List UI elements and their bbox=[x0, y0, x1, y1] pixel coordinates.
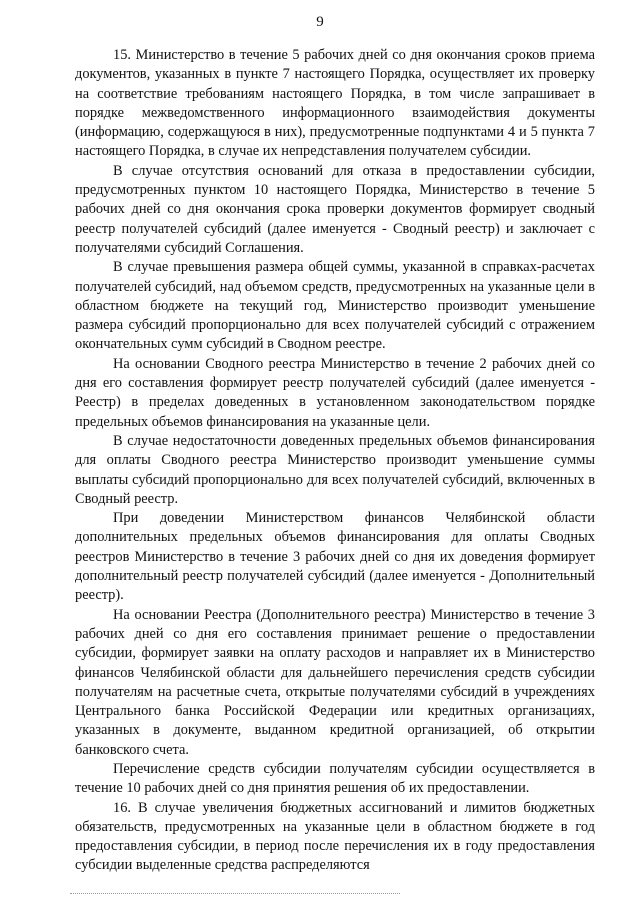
paragraph-summary-registry: В случае отсутствия оснований для отказа в предоставлении субсидии, предусмотренных пунктом 10 настоящего Порядка, Министерство в течение 5 рабочих дней со дня окончания срока проверки документов формирует сводный реестр получателей субсидий (далее именуется - Сводный реестр) и заключает с получателями субсидий Соглашения. bbox=[75, 162, 595, 256]
paragraph-additional-registry: При доведении Министерством финансов Челябинской области дополнительных предельных объемов финансирования для оплаты Сводных реестров Министерство в течение 3 рабочих дней со дня их доведения формирует дополнительный реестр получателей субсидий (далее именуется - Дополнительный реестр). bbox=[75, 510, 595, 604]
paragraph-15-document-check: 15. Министерство в течение 5 рабочих дней со дня окончания сроков приема документов, указанных в пункте 7 настоящего Порядка, осуществляет их проверку на соответствие требованиям настоящего Порядка, в том числе запрашивает в порядке межведомственного информационного взаимодействия документы (информацию, содержащуюся в них), предусмотренные подпунктами 4 и 5 пункта 7 настоящего Порядка, в случае их непредставления получателем субсидии. bbox=[75, 47, 595, 160]
paragraph-insufficient-funding: В случае недостаточности доведенных предельных объемов финансирования для оплаты Сводного реестра Министерство производит уменьшение суммы выплаты субсидий пропорционально для всех получателей субсидий, включенных в Сводный реестр. bbox=[75, 432, 595, 507]
paragraph-amount-excess: В случае превышения размера общей суммы, указанной в справках-расчетах получателей субсидий, над объемом средств, предусмотренных на указанные цели в областном бюджете на текущий год, Министерство производит уменьшение размера субсидий пропорционально для всех получателей субсидий с отражением окончательных сумм субсидий в Сводном реестре. bbox=[75, 259, 595, 353]
scan-bottom-rule bbox=[70, 893, 400, 894]
paragraph-payment-decision: На основании Реестра (Дополнительного реестра) Министерство в течение 3 рабочих дней со дня его составления принимает решение о предоставлении субсидии, формирует заявки на оплату расходов и направляет их в Министерство финансов Челябинской области для дальнейшего перечисления средств субсидии получателям на расчетные счета, открытые получателями субсидий в учреждениях Центрального банка Российской Федерации или кредитных организациях, указанных в документе, выданном кредитной организацией, об открытии банковского счета. bbox=[75, 606, 595, 758]
document-body bbox=[75, 46, 595, 876]
paragraph-transfer-deadline: Перечисление средств субсидии получателям субсидии осуществляется в течение 10 рабочих дней со дня принятия решения об их предоставлении. bbox=[75, 760, 595, 797]
page-number: 9 bbox=[316, 14, 324, 30]
paragraph-registry-formation: На основании Сводного реестра Министерство в течение 2 рабочих дней со дня его составления формирует реестр получателей субсидий (далее именуется - Реестр) в пределах доведенных в установленном законодательством порядке предельных объемов финансирования на указанные цели. bbox=[75, 355, 595, 430]
paragraph-16-budget-increase: 16. В случае увеличения бюджетных ассигнований и лимитов бюджетных обязательств, предусмотренных на указанные цели в областном бюджете в год предоставления субсидии, в период после перечисления их в году предоставления субсидии выделенные средства распределяются bbox=[75, 799, 595, 874]
